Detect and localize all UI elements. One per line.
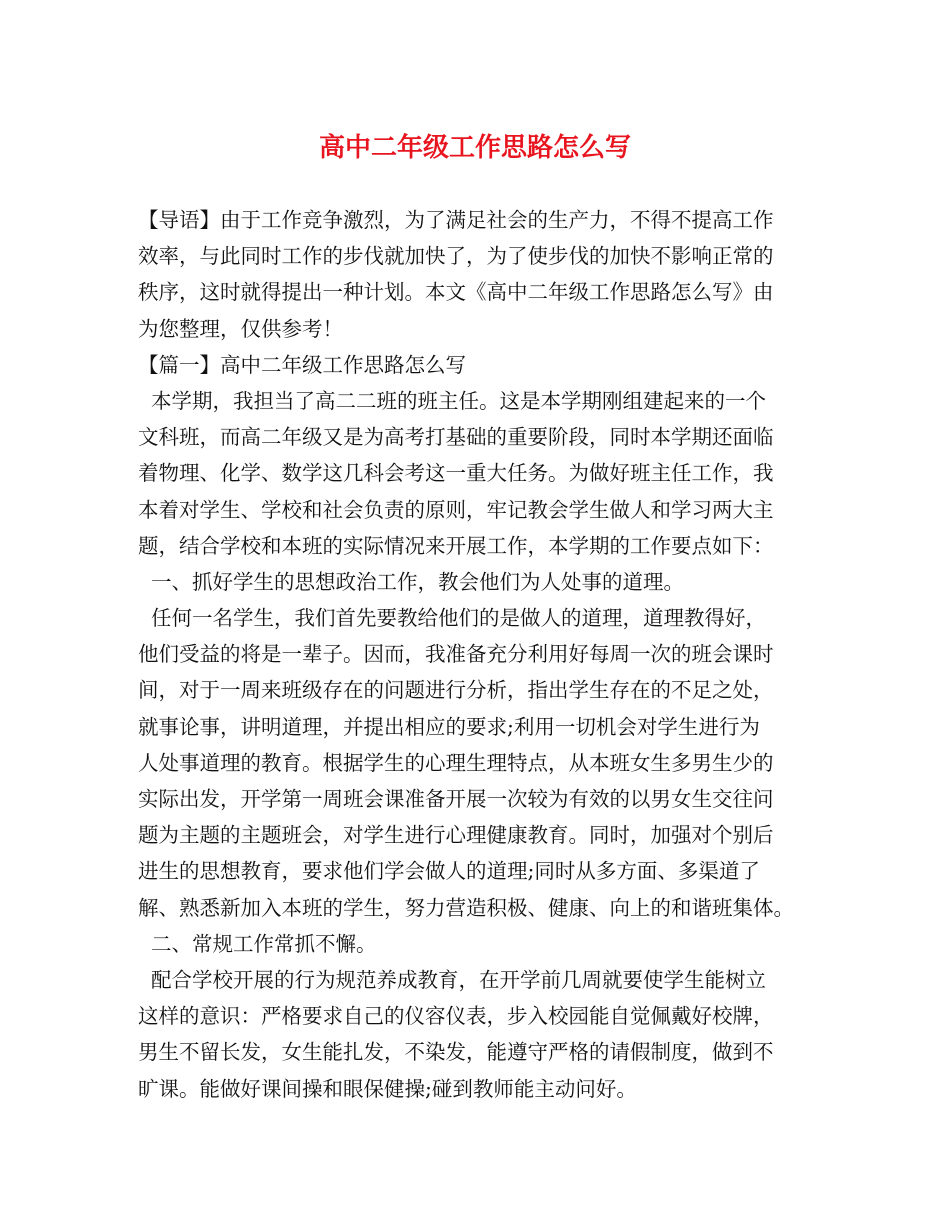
body-line: 题，结合学校和本班的实际情况来开展工作，本学期的工作要点如下： [138, 533, 774, 558]
subsection-heading: 一、抓好学生的思想政治工作，教会他们为人处事的道理。 [138, 569, 685, 594]
section-heading: 【篇一】高中二年级工作思路怎么写 [138, 352, 466, 377]
body-line: 解、熟悉新加入本班的学生，努力营造积极、健康、向上的和谐班集体。 [138, 895, 794, 920]
body-line: 人处事道理的教育。根据学生的心理生理特点，从本班女生多男生少的 [138, 750, 774, 775]
body-line: 本学期，我担当了高二二班的班主任。这是本学期刚组建起来的一个 [138, 388, 767, 413]
body-line: 【导语】由于工作竞争激烈，为了满足社会的生产力，不得不提高工作 [138, 208, 774, 232]
body-line: 他们受益的将是一辈子。因而，我准备充分利用好每周一次的班会课时 [138, 642, 774, 667]
body-line: 秩序，这时就得提出一种计划。本文《高中二年级工作思路怎么写》由 [138, 280, 774, 305]
body-line: 这样的意识：严格要求自己的仪容仪表，步入校园能自觉佩戴好校牌， [138, 1004, 774, 1029]
body-line: 任何一名学生，我们首先要教给他们的是做人的道理，道理教得好， [138, 606, 767, 631]
document-body [138, 202, 828, 1107]
body-line: 实际出发，开学第一周班会课准备开展一次较为有效的以男女生交往问 [138, 787, 774, 811]
body-line: 就事论事，讲明道理，并提出相应的要求;利用一切机会对学生进行为 [138, 714, 760, 739]
body-line: 男生不留长发，女生能扎发，不染发，能遵守严格的请假制度，做到不 [138, 1040, 774, 1065]
body-line: 题为主题的主题班会，对学生进行心理健康教育。同时，加强对个别后 [138, 823, 774, 848]
body-line: 进生的思想教育，要求他们学会做人的道理;同时从多方面、多渠道了 [138, 859, 760, 884]
body-line: 旷课。能做好课间操和眼保健操;碰到教师能主动问好。 [138, 1076, 637, 1101]
body-line: 文科班，而高二年级又是为高考打基础的重要阶段，同时本学期还面临 [138, 425, 774, 450]
subsection-heading: 二、常规工作常抓不懈。 [138, 931, 377, 956]
document-title: 高中二年级工作思路怎么写 [318, 133, 631, 163]
body-line: 间，对于一周来班级存在的问题进行分析，指出学生存在的不足之处， [138, 678, 774, 703]
body-line: 本着对学生、学校和社会负责的原则，牢记教会学生做人和学习两大主 [138, 497, 774, 522]
body-line: 配合学校开展的行为规范养成教育，在开学前几周就要使学生能树立 [138, 967, 767, 992]
body-line: 效率，与此同时工作的步伐就加快了，为了使步伐的加快不影响正常的 [138, 244, 774, 269]
body-line: 着物理、化学、数学这几科会考这一重大任务。为做好班主任工作，我 [138, 461, 774, 486]
body-line: 为您整理，仅供参考！ [138, 316, 343, 341]
